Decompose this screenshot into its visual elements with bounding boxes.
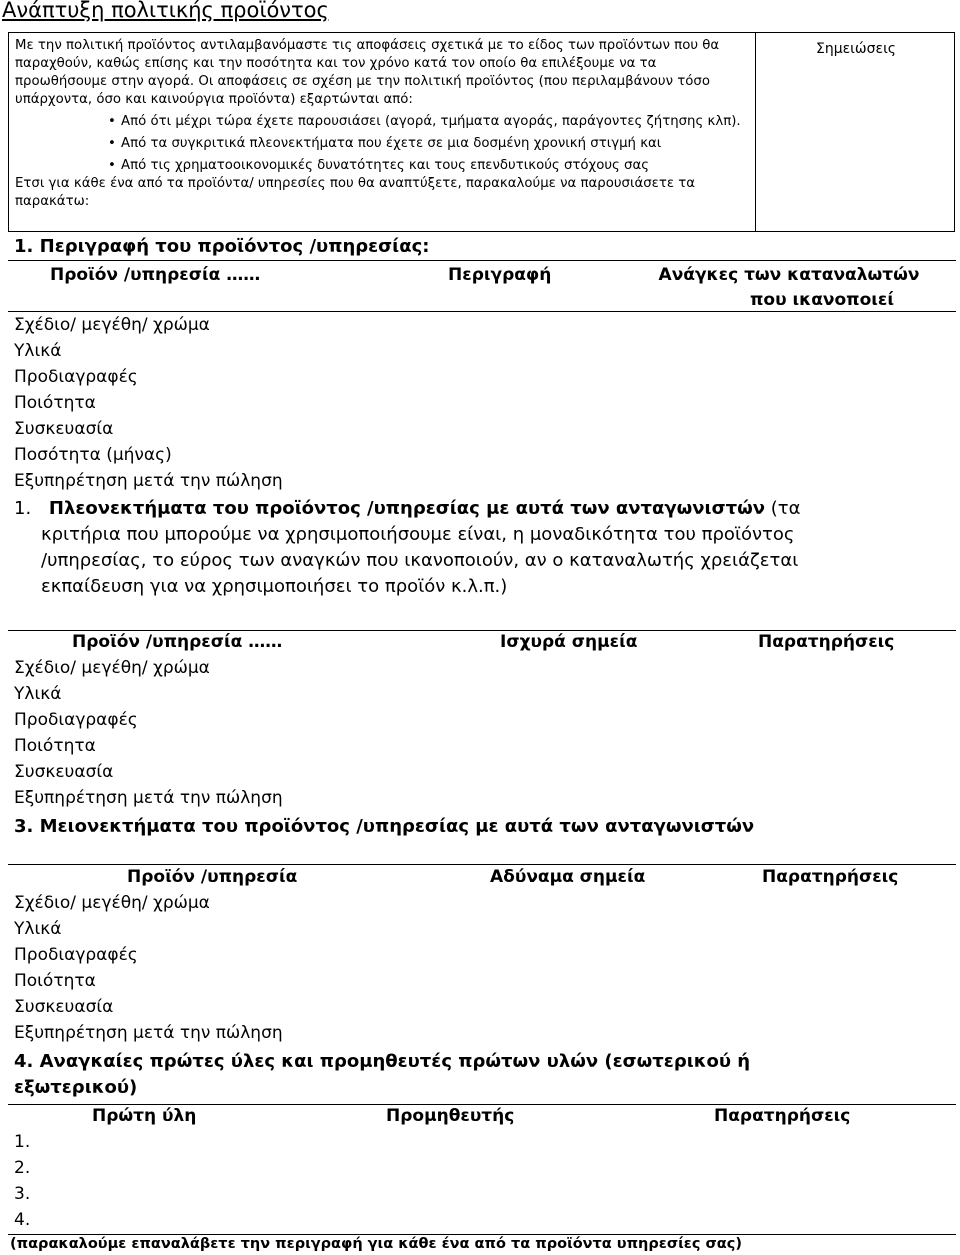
section2-row: Συσκευασία: [14, 762, 114, 782]
section2-text-line: κριτήρια που μπορούμε να χρησιμοποιήσουμε είναι, η μοναδικότητα του προϊόντος: [41, 524, 795, 545]
section2-number: 1.: [14, 498, 32, 519]
section4-bottom-rule: [8, 1234, 956, 1235]
section4-row: 1.: [14, 1132, 31, 1152]
section1-heading: 1. Περιγραφή του προϊόντος /υπηρεσίας:: [14, 236, 430, 257]
section1-row: Ποσότητα (μήνας): [14, 445, 172, 465]
intro-box: [8, 32, 755, 232]
intro-bullet-list: [15, 113, 745, 175]
bullet-icon: •: [108, 158, 116, 173]
section2-heading-rest: (τα: [764, 498, 801, 519]
section3-row: Ποιότητα: [14, 971, 96, 991]
notes-box[interactable]: [755, 32, 955, 232]
section1-top-rule: [8, 260, 956, 261]
intro-text: [15, 37, 745, 211]
section1-row: Υλικά: [14, 341, 62, 361]
section2-top-rule: [8, 630, 956, 631]
section2-row: Ποιότητα: [14, 736, 96, 756]
section4-col-supplier: Προμηθευτής: [386, 1106, 515, 1126]
section1-row: Συσκευασία: [14, 419, 114, 439]
notes-label: Σημειώσεις: [815, 41, 897, 57]
section1-row: Εξυπηρέτηση μετά την πώληση: [14, 471, 283, 491]
section1-row: Προδιαγραφές: [14, 367, 138, 387]
section4-row: 4.: [14, 1210, 31, 1230]
section4-col-remarks: Παρατηρήσεις: [714, 1106, 851, 1126]
section2-row: Σχέδιο/ μεγέθη/ χρώμα: [14, 658, 210, 678]
bullet-icon: •: [108, 114, 116, 129]
section3-col-remarks: Παρατηρήσεις: [762, 867, 899, 887]
section3-row: Υλικά: [14, 919, 62, 939]
section4-col-raw-material: Πρώτη ύλη: [92, 1106, 197, 1126]
section3-top-rule: [8, 864, 956, 865]
section3-row: Προδιαγραφές: [14, 945, 138, 965]
section2-text-line: /υπηρεσίας, το εύρος των αναγκών που ικανοποιούν, αν ο καταναλωτής χρειάζεται: [41, 550, 799, 571]
section2-row: Υλικά: [14, 684, 62, 704]
section4-row: 3.: [14, 1184, 31, 1204]
section3-row: Σχέδιο/ μεγέθη/ χρώμα: [14, 893, 210, 913]
section2-col-strengths: Ισχυρά σημεία: [500, 632, 638, 652]
section2-col-remarks: Παρατηρήσεις: [758, 632, 895, 652]
section3-col-weaknesses: Αδύναμα σημεία: [490, 867, 646, 887]
intro-paragraph: Με την πολιτική προϊόντος αντιλαμβανόμαστε τις αποφάσεις σχετικά με το είδος των προϊόντων που θα παραχθούν, καθώς επίσης και την ποσότητα και τον χρόνο κατά τον οποίο θα επιλέξουμε να τα προωθήσουμε στην αγορά. Οι αποφάσεις σε σχέση με την πολιτική προϊόντος (που περιλαμβάνουν τόσο υπάρχοντα, όσο και καινούργια προϊόντα) εξαρτώνται από:: [15, 38, 720, 107]
section1-row: Σχέδιο/ μεγέθη/ χρώμα: [14, 315, 210, 335]
footer-note: (παρακαλούμε επαναλάβετε την περιγραφή για κάθε ένα από τα προϊόντα υπηρεσίες σας): [10, 1236, 742, 1252]
section4-row: 2.: [14, 1158, 31, 1178]
section2-heading-bold: Πλεονεκτήματα του προϊόντος /υπηρεσίας με αυτά των ανταγωνιστών: [48, 498, 765, 519]
section4-top-rule: [8, 1104, 956, 1105]
page-title: Ανάπτυξη πολιτικής προϊόντος: [2, 0, 329, 22]
intro-bullet-item: [15, 113, 745, 131]
needs-line2-text: που ικανοποιεί: [749, 290, 894, 310]
bullet-text: Από τα συγκριτικά πλεονεκτήματα που έχετε σε μια δοσμένη χρονική στιγμή και: [121, 136, 662, 151]
intro-paragraph-2: Ετσι για κάθε ένα από τα προϊόντα/ υπηρεσίες που θα αναπτύξετε, παρακαλούμε να παρουσιάσετε τα παρακάτω:: [15, 176, 696, 209]
section2-col-product: Προϊόν /υπηρεσία ……: [72, 632, 283, 652]
section1-col-product: Προϊόν /υπηρεσία ……: [50, 265, 261, 285]
section1-header-rule: [8, 311, 956, 312]
section1-col-needs-line2: [624, 290, 954, 310]
section1-row: Ποιότητα: [14, 393, 96, 413]
section2-row: Προδιαγραφές: [14, 710, 138, 730]
section4-heading-line2: εξωτερικού): [14, 1077, 138, 1098]
section3-heading: 3. Μειονεκτήματα του προϊόντος /υπηρεσίας με αυτά των ανταγωνιστών: [14, 816, 755, 837]
intro-bullet-item: [15, 135, 745, 153]
section1-col-description: Περιγραφή: [448, 265, 552, 285]
intro-bullet-item: [15, 157, 745, 175]
section3-row: Εξυπηρέτηση μετά την πώληση: [14, 1023, 283, 1043]
section2-heading: [14, 496, 800, 522]
section3-row: Συσκευασία: [14, 997, 114, 1017]
bullet-text: Από τις χρηματοοικονομικές δυνατότητες και τους επενδυτικούς στόχους σας: [121, 158, 650, 173]
section2-row: Εξυπηρέτηση μετά την πώληση: [14, 788, 283, 808]
section4-heading-line1: 4. Αναγκαίες πρώτες ύλες και προμηθευτές πρώτων υλών (εσωτερικού ή: [14, 1051, 751, 1072]
section3-col-product: Προϊόν /υπηρεσία: [127, 867, 298, 887]
bullet-icon: •: [108, 136, 116, 151]
section2-text-line: εκπαίδευση για να χρησιμοποιήσει το προϊόν κ.λ.π.): [41, 576, 508, 597]
section1-col-needs-line1: Ανάγκες των καταναλωτών: [658, 265, 920, 285]
bullet-text: Από ότι μέχρι τώρα έχετε παρουσιάσει (αγορά, τμήματα αγοράς, παράγοντες ζήτησης κλπ).: [121, 114, 741, 129]
